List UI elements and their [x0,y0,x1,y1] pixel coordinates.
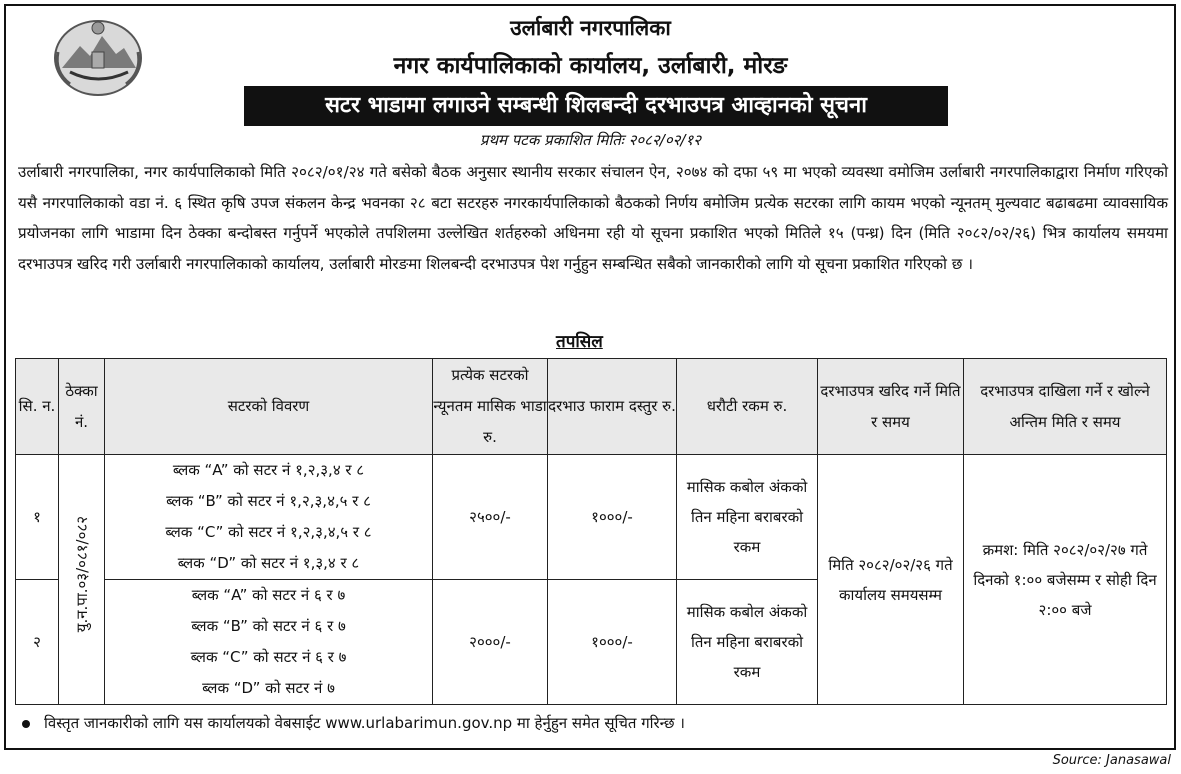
row-sn: १ [16,455,59,580]
row-form-fee: १०००/- [548,455,677,580]
footnote [22,712,685,734]
desc-line: ब्लक “C” को सटर नं १,२,३,४,५ र ८ [165,523,372,541]
desc-line: ब्लक “D” को सटर नं १,३,४ र ८ [177,554,360,572]
row-sn: २ [16,580,59,705]
desc-line: ब्लक “D” को सटर नं ७ [202,679,335,697]
desc-line: ब्लक “C” को सटर नं ६ र ७ [190,648,347,666]
first-published-date: प्रथम पटक प्रकाशित मितिः २०८२/०२/१२ [479,131,702,149]
notice-paragraph: उर्लाबारी नगरपालिका, नगर कार्यपालिकाको मिति २०८२/०१/२४ गते बसेको बैठक अनुसार स्थानीय सरकार संचालन ऐन, २०७४ को दफा ५९ मा भएको व्यवस्था वमोजिम उर्लाबारी नगरपालिकाद्वारा निर्माण गरिएको यसै नगरपालिकाको वडा नं. ६ स्थित कृषि उपज संकलन केन्द्र भवनका २८ बटा सटरहरु नगरकार्यपालिकाको बैठकको निर्णय बमोजिम प्रत्येक सटरका लागि कायम भएको न्यूनतम् मुल्यवाट बढाबढमा व्यावसायिक प्रयोजनका लागि भाडामा दिन ठेक्का बन्दोबस्त गर्नुपर्ने भएकोले तपशिलमा उल्लेखित शर्तहरुको अधिनमा रही यो सूचना प्रकाशित भएको मितिले १५ (पन्ध्र) दिन (मिति २०८२/०२/२६) भित्र कार्यालय समयमा दरभाउपत्र खरिद गरी उर्लाबारी नगरपालिकाको कार्यालय, उर्लाबारी मोरङमा शिलबन्दी दरभाउपत्र पेश गर्नुहुन सम्बन्धित सबैको जानकारीको लागि यो सूचना प्रकाशित गरिएको छ । [18,163,1168,273]
footnote-text: विस्तृत जानकारीको लागि यस कार्यालयको वेबसाईट www.urlabarimun.gov.np मा हेर्नुहुन समेत सूचित गरिन्छ । [44,714,685,732]
header-sn: सि. न. [16,359,59,455]
desc-line: ब्लक “A” को सटर नं ६ र ७ [191,586,346,604]
schedule-title: तपसिल [556,332,603,352]
notice-title: सटर भाडामा लगाउने सम्बन्धी शिलबन्दी दरभाउपत्र आव्हानको सूचना [244,86,948,126]
desc-line: ब्लक “A” को सटर नं १,२,३,४ र ८ [172,461,365,479]
table-row [16,455,1167,580]
header-form-fee: दरभाउ फाराम दस्तुर रु. [548,359,677,455]
lot-number: यु.न.पा.०३/०८१/०८२ [72,516,91,633]
header-min-rent: प्रत्येक सटरको न्यूनतम मासिक भाडा रु. [433,359,548,455]
header-purchase: दरभाउपत्र खरिद गर्ने मिति र समय [818,359,964,455]
row-form-fee: १०००/- [548,580,677,705]
header-desc: सटरको विवरण [105,359,433,455]
municipality-name: उर्लाबारी नगरपालिका [510,16,671,40]
row-desc [105,580,433,705]
row-deposit: मासिक कबोल अंकको तिन महिना बराबरको रकम [677,455,818,580]
desc-line: ब्लक “B” को सटर नं १,२,३,४,५ र ८ [166,492,371,510]
row-min-rent: २५००/- [433,455,548,580]
row-min-rent: २०००/- [433,580,548,705]
bullet-icon [22,720,30,728]
header-deposit: धरौटी रकम रु. [677,359,818,455]
office-name: नगर कार्यपालिकाको कार्यालय, उर्लाबारी, मोरङ [393,53,788,79]
source-credit: Source: Janasawal [1052,753,1171,768]
header-lot: ठेक्का नं. [59,359,105,455]
tender-table [15,358,1167,705]
row-deposit: मासिक कबोल अंकको तिन महिना बराबरको रकम [677,580,818,705]
lot-number-cell [59,455,105,705]
header-submission: दरभाउपत्र दाखिला गर्ने र खोल्ने अन्तिम मिति र समय [964,359,1167,455]
row-desc [105,455,433,580]
purchase-date: मिति २०८२/०२/२६ गते कार्यालय समयसम्म [818,455,964,705]
desc-line: ब्लक “B” को सटर नं ६ र ७ [191,617,346,635]
submission-date: क्रमश: मिति २०८२/०२/२७ गते दिनको १:०० बजेसम्म र सोही दिन २:०० बजे [964,455,1167,705]
